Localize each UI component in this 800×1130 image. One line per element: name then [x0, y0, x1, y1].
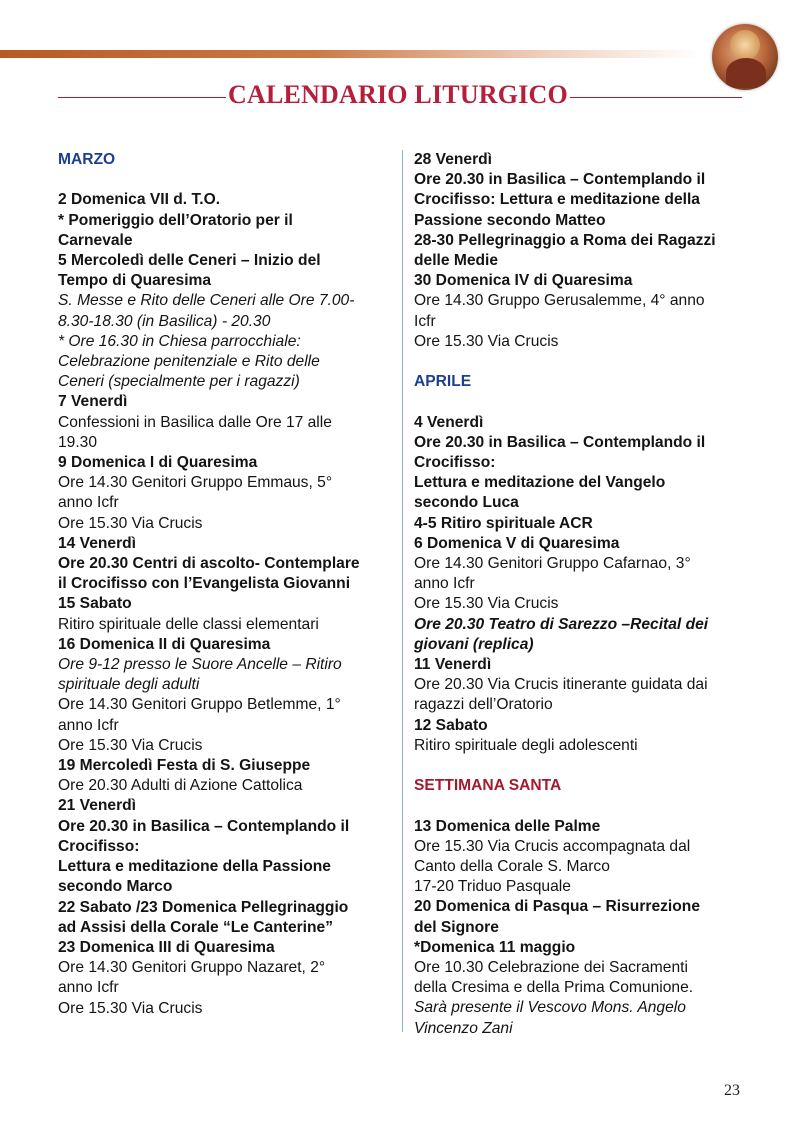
title-rule-left [58, 97, 226, 98]
entry-line: 8.30-18.30 (in Basilica) - 20.30 [58, 312, 271, 330]
left-column [58, 150, 388, 1019]
entry-line: 22 Sabato /23 Domenica Pellegrinaggio [58, 898, 349, 916]
entry-line: Ore 20.30 in Basilica – Contemplando il [414, 171, 706, 189]
entry-line: 16 Domenica II di Quaresima [58, 635, 271, 653]
entry-line: 15 Sabato [58, 595, 132, 613]
entry-line: Icfr [414, 312, 436, 330]
entry-line: 30 Domenica IV di Quaresima [414, 272, 633, 290]
entry-line: Sarà presente il Vescovo Mons. Angelo [414, 999, 686, 1017]
entry-line: Canto della Corale S. Marco [414, 858, 610, 876]
page-title: CALENDARIO LITURGICO [228, 80, 568, 109]
section-heading-settimana-santa: SETTIMANA SANTA [414, 777, 562, 795]
entry-line: Celebrazione penitenziale e Rito delle [58, 353, 320, 371]
entry-line: 4-5 Ritiro spirituale ACR [414, 514, 593, 532]
entry-line: Ore 14.30 Genitori Gruppo Cafarnao, 3° [414, 555, 691, 573]
entry-line: Ore 14.30 Genitori Gruppo Emmaus, 5° [58, 474, 333, 492]
entry-line: del Signore [414, 918, 499, 936]
page-number: 23 [724, 1082, 740, 1099]
entry-line: Tempo di Quaresima [58, 272, 212, 290]
entry-line: 19.30 [58, 433, 98, 451]
entry-line: delle Medie [414, 252, 499, 270]
entry-line: Ore 14.30 Genitori Gruppo Nazaret, 2° [58, 959, 326, 977]
entry-line: Passione secondo Matteo [414, 211, 606, 229]
entry-line: 6 Domenica V di Quaresima [414, 534, 620, 552]
entry-line: 21 Venerdì [58, 797, 137, 815]
entry-line: 5 Mercoledì delle Ceneri – Inizio del [58, 252, 321, 269]
entry-line: Vincenzo Zani [414, 1019, 513, 1037]
entry-line: 13 Domenica delle Palme [414, 817, 601, 835]
entry-line: Ore 15.30 Via Crucis [414, 332, 559, 350]
entry-line: *Domenica 11 maggio [414, 938, 576, 956]
entry-line: anno Icfr [58, 979, 119, 997]
entry-line: 11 Venerdì [414, 656, 492, 674]
entry-line: Ore 9-12 presso le Suore Ancelle – Ritiro [58, 656, 342, 674]
halo-shape [730, 30, 760, 60]
entry-line: 23 Domenica III di Quaresima [58, 938, 275, 956]
entry-line: S. Messe e Rito delle Ceneri alle Ore 7.00- [58, 292, 355, 310]
entry-line: Lettura e meditazione del Vangelo [414, 474, 666, 492]
entry-line: 17-20 Triduo Pasquale [414, 878, 571, 896]
entry-line: Lettura e meditazione della Passione [58, 858, 331, 876]
entry-line: 12 Sabato [414, 716, 488, 734]
entry-line: ad Assisi della Corale “Le Canterine” [58, 918, 334, 936]
entry-line: Ore 15.30 Via Crucis accompagnata dal [414, 837, 691, 855]
entry-line: il Crocifisso con l’Evangelista Giovanni [58, 575, 351, 593]
entry-line: 14 Venerdì [58, 534, 137, 552]
entry-line: Ritiro spirituale degli adolescenti [414, 736, 638, 754]
entry-line: 9 Domenica I di Quaresima [58, 454, 258, 472]
entry-line: 28-30 Pellegrinaggio a Roma dei Ragazzi [414, 231, 716, 249]
entry-line: ragazzi dell’Oratorio [414, 696, 553, 714]
entry-line: 19 Mercoledì Festa di S. Giuseppe [58, 757, 311, 775]
entry-line: * Ore 16.30 in Chiesa parrocchiale: [58, 332, 301, 350]
entry-line: Ore 15.30 Via Crucis [58, 514, 203, 532]
entry-line: Ore 14.30 Genitori Gruppo Betlemme, 1° [58, 696, 341, 714]
figure-shape [726, 58, 766, 88]
section-heading-marzo: MARZO [58, 151, 116, 168]
header-decorative-bar [0, 50, 700, 58]
right-column [414, 150, 754, 1039]
entry-line: 7 Venerdì [58, 393, 128, 411]
entry-line: 20 Domenica di Pasqua – Risurrezione [414, 898, 700, 916]
entry-line: 4 Venerdì [414, 413, 484, 431]
entry-line: * Pomeriggio dell’Oratorio per il [58, 211, 293, 229]
entry-line: secondo Marco [58, 878, 173, 896]
entry-line: Ore 20.30 Teatro di Sarezzo –Recital dei [414, 615, 709, 633]
entry-line: giovani (replica) [414, 635, 534, 653]
entry-line: anno Icfr [414, 575, 475, 593]
column-divider [402, 150, 403, 1032]
entry-line: Ore 20.30 Via Crucis itinerante guidata dai [414, 676, 708, 694]
entry-line: 2 Domenica VII d. T.O. [58, 191, 221, 209]
entry-line: Ceneri (specialmente per i ragazzi) [58, 373, 300, 391]
entry-line: Ore 10.30 Celebrazione dei Sacramenti [414, 959, 688, 977]
entry-line: spirituale degli adulti [58, 676, 200, 694]
saint-medallion-icon [712, 24, 778, 90]
entry-line: Crocifisso: Lettura e meditazione della [414, 191, 700, 209]
entry-line: Ore 14.30 Gruppo Gerusalemme, 4° anno [414, 292, 705, 310]
entry-line: Ore 15.30 Via Crucis [414, 595, 559, 613]
entry-line: Ore 20.30 in Basilica – Contemplando il [414, 433, 706, 451]
section-heading-aprile: APRILE [414, 373, 472, 391]
entry-line: Ore 15.30 Via Crucis [58, 999, 203, 1017]
entry-line: Ore 20.30 in Basilica – Contemplando il [58, 817, 350, 835]
entry-line: Confessioni in Basilica dalle Ore 17 alle [58, 413, 332, 431]
entry-line: Crocifisso: [58, 837, 140, 855]
entry-line: secondo Luca [414, 494, 519, 512]
entry-line: Ritiro spirituale delle classi elementari [58, 615, 319, 633]
entry-line: anno Icfr [58, 716, 119, 734]
title-rule-right [570, 97, 742, 98]
entry-line: 28 Venerdì [414, 151, 493, 168]
entry-line: della Cresima e della Prima Comunione. [414, 979, 694, 997]
entry-line: Carnevale [58, 231, 133, 249]
entry-line: Ore 20.30 Adulti di Azione Cattolica [58, 777, 303, 795]
entry-line: anno Icfr [58, 494, 119, 512]
entry-line: Crocifisso: [414, 454, 496, 472]
entry-line: Ore 20.30 Centri di ascolto- Contemplare [58, 555, 360, 573]
entry-line: Ore 15.30 Via Crucis [58, 736, 203, 754]
